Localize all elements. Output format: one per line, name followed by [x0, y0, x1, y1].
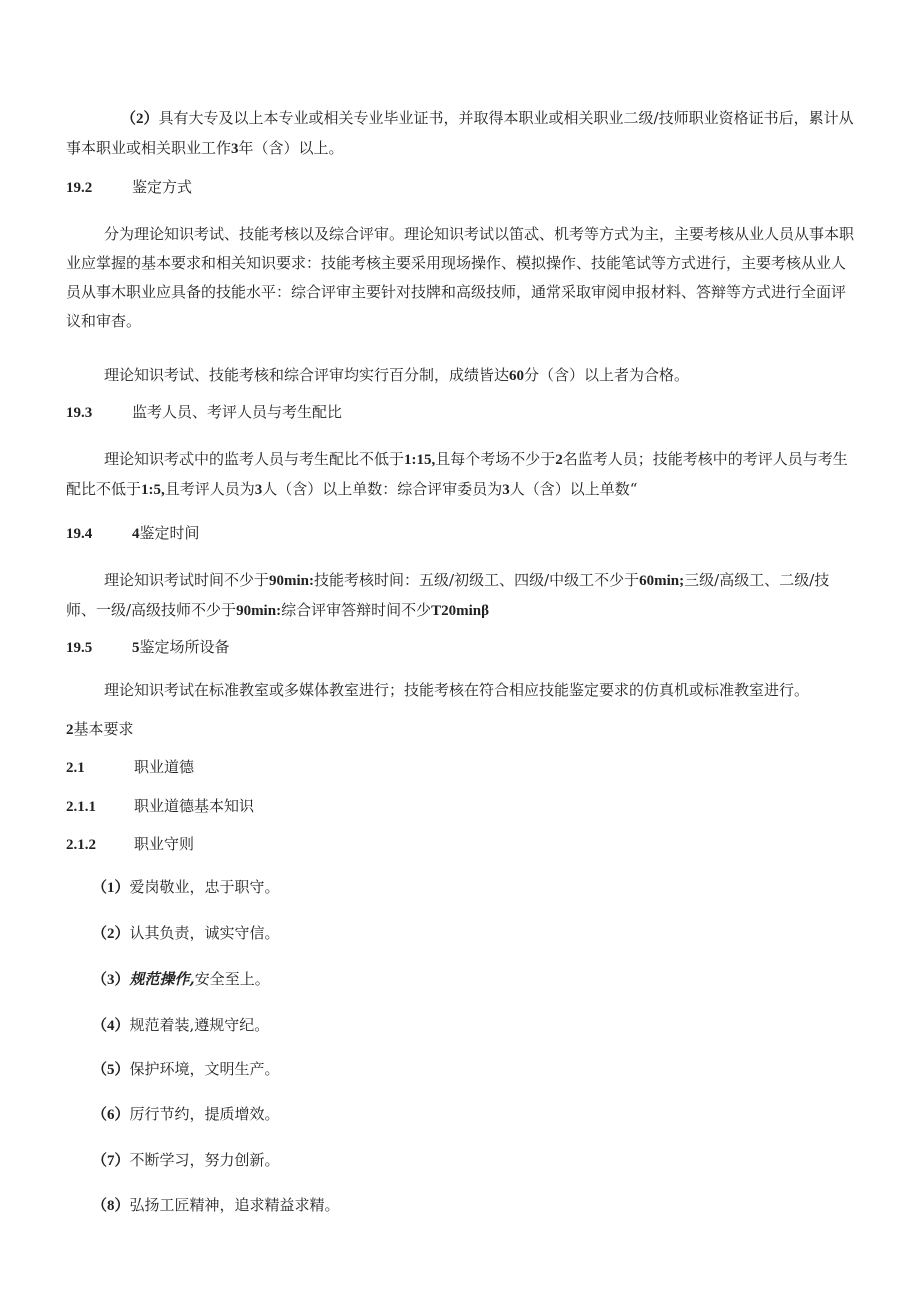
list-item-text: 弘扬工匠精神，追求精益求精。 [129, 1196, 340, 1214]
list-item-text: 保护环境，文明生产。 [129, 1060, 280, 1078]
section-number: 2.1.2 [66, 837, 96, 853]
paragraph-staff-ratio [66, 445, 858, 505]
paragraph-assessment-methods: 分为理论知识考试、技能考核以及综合评审。理论知识考试以笛忒、机考等方式为主，主要考核从业人员从事本职业应掌握的基本要求和相关知识要求：技能考核主要采用现场操作、模拟操作、技能笔试等方式进行，主要考核从业人员从事木职业应具备的技能水平：综合评审主要针对技牌和高级技师，通常采取审阅申报材料、答辩等方式进行全面评议和审杳。 [66, 225, 855, 330]
section-title: 鉴定时间 [139, 524, 200, 542]
section-heading-19-2 [66, 177, 192, 198]
paragraph-text: 且考评人员为 [164, 480, 255, 498]
list-item [92, 1149, 280, 1172]
paragraph-graduate-condition [66, 104, 858, 164]
section-heading-2 [66, 719, 134, 740]
section-title: 鉴定方式 [132, 178, 193, 196]
list-item-text: 爱岗敬业，忠于职守。 [129, 878, 280, 896]
paragraph-text: 理论知识考试、技能考核和综合评审均实行百分制，成绩皆达 [104, 366, 510, 384]
section-number: 19.2 [66, 180, 93, 196]
paragraph-text: 名监考人员；技能考核中的考评人员与考生配比不低于 [66, 450, 848, 498]
list-marker: （2） [121, 111, 159, 127]
list-marker: （4） [92, 1018, 130, 1034]
paragraph-assessment-time [66, 566, 858, 626]
paragraph-text: 且每个考场不少于 [435, 450, 556, 468]
number-value: T20minβ [431, 603, 489, 619]
paragraph-text: 人（含）以上单数：综合评审委员为 [262, 480, 503, 498]
section-heading-2-1-2 [66, 834, 194, 855]
list-item [92, 876, 280, 899]
paragraph-text: 年（含）以上。 [238, 139, 344, 157]
paragraph-text: 分（含）以上者为合格。 [524, 366, 690, 384]
section-title-number: 5 [132, 640, 140, 656]
list-item-text: 厉行节约，提质增效。 [129, 1105, 280, 1123]
list-item [92, 922, 280, 945]
section-number: 2.1.1 [66, 799, 96, 815]
section-number: 19.5 [66, 640, 93, 656]
section-heading-19-4 [66, 523, 200, 544]
section-title-number: 4 [132, 526, 140, 542]
paragraph-text: 具有大专及以上本专业或相关专业毕业证书，并取得本职业或相关职业二级/技师职业资格证书后，累计从事本职业或相关职业工作 [66, 109, 854, 157]
section-heading-2-1 [66, 757, 194, 778]
list-marker: （2） [92, 926, 130, 942]
list-item-text: 不断学习，努力创新。 [129, 1151, 280, 1169]
paragraph-venue-equipment: 理论知识考试在标准教室或多媒体教室进行；技能考核在符合相应技能鉴定要求的仿真机或标准教室进行。 [104, 681, 810, 699]
list-item-text: 安全至上。 [194, 970, 270, 988]
paragraph-scoring [66, 361, 858, 391]
paragraph-text: 理论知识考忒中的监考人员与考生配比不低于 [104, 450, 405, 468]
section-number: 19.3 [66, 405, 93, 421]
list-marker: （5） [92, 1062, 130, 1078]
section-title: 鉴定场所设备 [139, 638, 230, 656]
number-value: 2 [555, 452, 563, 468]
list-marker: （7） [92, 1153, 130, 1169]
list-marker: （6） [92, 1107, 130, 1123]
list-item [92, 1103, 280, 1126]
list-item [92, 1058, 280, 1081]
number-value: 1:15, [404, 452, 436, 468]
section-title: 职业道德 [134, 758, 195, 776]
list-item-emphasis: 规范操作, [129, 970, 195, 988]
number-value: 3 [254, 482, 263, 498]
number-value: 90min: [269, 573, 315, 589]
paragraph-text: 三级/高级工、二级/技师、一级/高级技师不少于 [66, 571, 830, 619]
number-value: 60 [509, 368, 525, 384]
list-item [92, 968, 270, 991]
section-heading-19-5 [66, 637, 230, 658]
section-number: 2.1 [66, 760, 85, 776]
number-value: 3 [502, 482, 510, 498]
section-title: 职业道德基本知识 [134, 797, 255, 815]
list-item [92, 1014, 269, 1037]
section-heading-19-3 [66, 402, 342, 423]
paragraph-text: 技能考核时间：五级/初级工、四级/中级工不少于 [314, 571, 640, 589]
section-title: 基本要求 [73, 720, 134, 738]
number-value: 1:5, [141, 482, 165, 498]
list-item-text: 认其负责，诚实守信。 [129, 924, 280, 942]
list-marker: （1） [92, 880, 130, 896]
list-marker: （3） [92, 972, 130, 988]
list-marker: （8） [92, 1198, 130, 1214]
section-number: 19.4 [66, 526, 93, 542]
paragraph-text: 人（含）以上单数“ [509, 480, 638, 498]
section-title: 监考人员、考评人员与考生配比 [132, 403, 343, 421]
number-value: 90min: [236, 603, 282, 619]
paragraph-text: 综合评审答辩时间不少 [281, 601, 432, 619]
section-heading-2-1-1 [66, 796, 254, 817]
number-value: 60min; [639, 573, 685, 589]
number-value: 3 [231, 141, 239, 157]
list-item-text: 规范着装,遵规守纪。 [129, 1016, 270, 1034]
list-item [92, 1194, 340, 1217]
section-number: 2 [66, 722, 74, 738]
paragraph-text: 理论知识考试时间不少于 [104, 571, 270, 589]
section-title: 职业守则 [134, 835, 195, 853]
